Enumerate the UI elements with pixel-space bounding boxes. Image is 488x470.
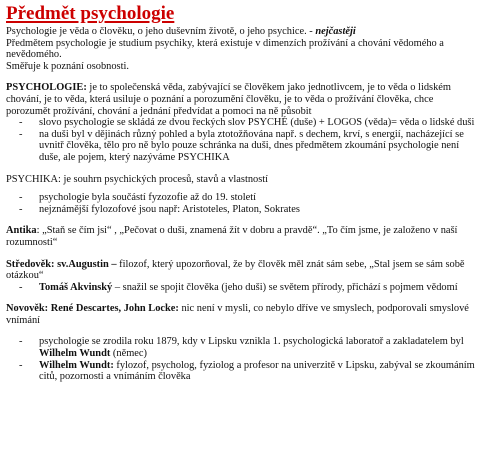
spacer xyxy=(6,215,480,225)
list-item: - slovo psychologie se skládá ze dvou řeckých slov PSYCHÉ (duše) + LOGOS (věda)= věda o lidské duši xyxy=(6,117,480,129)
psychika-list xyxy=(6,192,480,215)
spacer xyxy=(6,164,480,174)
spacer xyxy=(6,185,480,192)
intro-emphasis: nejčastěji xyxy=(315,26,356,37)
intro-line-3: Směřuje k poznání osobnosti. xyxy=(6,60,129,72)
antika-text: : „Staň se čím jsi“ , „Pečovat o duši, znamená žít v dobru a pravdě“. „To čím jsme, je založeno v naší rozumnosti“ xyxy=(6,225,458,248)
stredovek-list xyxy=(6,282,480,294)
list-item: - nejznámější fylozofové jsou např: Aristoteles, Platon, Sokrates xyxy=(6,204,480,216)
novovek-term: Novověk: René Descartes, John Locke: xyxy=(6,303,179,315)
antika-paragraph xyxy=(6,225,480,248)
stredovek-text: filozof, který upozorňoval, že by člověk měl znát sám sebe, „Stal jsem se sám sobě otázkou“ xyxy=(6,258,465,282)
psychika-paragraph: PSYCHIKA: je souhrn psychických procesů, stavů a vlastností xyxy=(6,173,269,185)
list-item xyxy=(6,336,480,359)
wundt-term: Wilhelm Wundt: xyxy=(39,359,114,371)
psychologie-term: PSYCHOLOGIE: xyxy=(6,82,87,94)
wundt-name: Wilhelm Wundt xyxy=(39,348,111,360)
list-item xyxy=(6,282,480,294)
novovek-text: nic není v mysli, co nebylo dříve ve smyslech, podporovali smyslové vnímání xyxy=(6,303,469,326)
akvinsky-text: – snažil se spojit člověka (jeho duši) se světem přírody, přichází s pojmem vědomí xyxy=(112,281,458,293)
spacer xyxy=(6,293,480,303)
psychologie-paragraph xyxy=(6,82,480,117)
stredovek-paragraph xyxy=(6,259,480,282)
wundt-text: psychologie se zrodila roku 1879, kdy v Lipsku vznikla 1. psychologická laboratoř a zakladatelem byl xyxy=(39,336,464,348)
wundt-desc: fylozof, psycholog, fyziolog a profesor na univerzitě v Lipsku, zabýval se zkoumáním citů, pozornosti a vnímáním člověka xyxy=(39,359,475,383)
intro-text: Psychologie je věda o člověku, o jeho duševním životě, o jeho psychice. - xyxy=(6,26,316,37)
page-title: Předmět psychologie xyxy=(6,3,175,24)
list-item: - psychologie byla součástí fyzozofie až do 19. století xyxy=(6,192,480,204)
stredovek-term: Středověk: sv.Augustin – xyxy=(6,258,117,270)
wundt-tail: (němec) xyxy=(110,348,147,360)
akvinsky-term: Tomáš Akvinský xyxy=(39,281,113,293)
intro-line-1 xyxy=(6,26,480,38)
wundt-list xyxy=(6,336,480,382)
list-item: - na duši byl v dějinách různý pohled a byla ztotožňována např. s dechem, krví, s energií, nacházející se uvnitř člověka, tělo pro ně bylo pouze schránka na duši, dnes předmětem zkoumání psychologie není duše, ale pojem, který nazýváme PSYCHIKA xyxy=(6,129,480,164)
novovek-paragraph xyxy=(6,303,480,326)
intro-line-2: Předmětem psychologie je studium psychiky, která existuje v dimenzích prožívání a chování vědomého a nevědomého. xyxy=(6,37,444,61)
antika-term: Antika xyxy=(6,225,37,237)
psychologie-list xyxy=(6,117,480,163)
spacer xyxy=(6,249,480,259)
spacer xyxy=(6,326,480,336)
list-item xyxy=(6,360,480,383)
psychologie-text: je to společenská věda, zabývající se člověkem jako jednotlivcem, je to věda o lidském chování, je to věda, která usiluje o poznání a porozumění člověku, je to věda o prožívání člověka, chce porozumět prožívání, chování a jednání předvídat a pomoci na ně působit xyxy=(6,82,451,117)
spacer xyxy=(6,72,480,82)
